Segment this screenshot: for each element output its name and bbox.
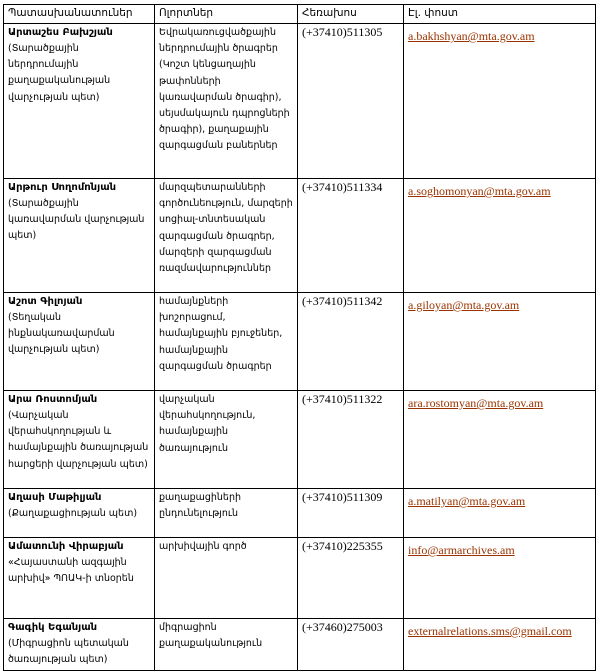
table-row	[4, 391, 596, 489]
contacts-table	[3, 4, 596, 671]
responsible-cell	[4, 489, 155, 538]
phone-number: (+37410)511334	[302, 180, 383, 194]
phone-number: (+37410)225355	[302, 539, 383, 553]
duties-cell	[155, 293, 298, 391]
duties-cell	[155, 489, 298, 538]
responsible-cell	[4, 24, 155, 179]
table-row	[4, 538, 596, 619]
email-link[interactable]: a.matilyan@mta.gov.am	[408, 494, 526, 508]
responsible-cell	[4, 179, 155, 293]
header-email: Էլ. փոստ	[404, 5, 596, 24]
phone-number: (+37410)511309	[302, 490, 383, 504]
table-row	[4, 179, 596, 293]
duties-cell	[155, 538, 298, 619]
header-directions: Ոլորտներ	[155, 5, 298, 24]
phone-number: (+37410)511305	[302, 25, 383, 39]
person-position: (Տեղական ինքնակառավարման վարչության պետ)	[8, 312, 115, 356]
header-responsible: Պատասխանատուներ	[4, 5, 155, 24]
table-header-row	[4, 5, 596, 24]
person-name: Արթուր Սողոմոնյան	[8, 182, 117, 193]
person-name: Աշոտ Գիլոյան	[8, 296, 83, 307]
table-row	[4, 293, 596, 391]
duties-cell	[155, 391, 298, 489]
person-position: (Քաղաքացիության պետ)	[8, 508, 138, 519]
email-cell	[404, 538, 596, 619]
table-row	[4, 619, 596, 671]
phone-cell	[298, 619, 404, 671]
person-position: (Վարչական վերահսկողության և համայնքային ծառայության հարցերի վարչության պետ)	[8, 410, 149, 470]
header-phone: Հեռախոս	[298, 5, 404, 24]
duties-cell	[155, 24, 298, 179]
email-link[interactable]: a.giloyan@mta.gov.am	[408, 298, 520, 312]
duties-cell	[155, 179, 298, 293]
email-cell	[404, 391, 596, 489]
duties-cell	[155, 619, 298, 671]
phone-cell	[298, 538, 404, 619]
person-name: Արա Ռոստոմյան	[8, 394, 98, 405]
phone-cell	[298, 179, 404, 293]
phone-cell	[298, 24, 404, 179]
email-link[interactable]: a.soghomonyan@mta.gov.am	[408, 184, 551, 198]
duties-text: Եվրակառուցվածքային ներդրումային ծրագրեր (Կոշտ կենցաղային թափոնների կառավարման ծրագիր), սեյսմակայուն դպրոցների ծրագիր), քաղաքային զարգացման բաներներ	[159, 27, 290, 152]
duties-text: արխիվային գործ	[159, 541, 247, 552]
responsible-cell	[4, 619, 155, 671]
person-position: «Հայաստանի ազգային արխիվ» ՊՈԱԿ-ի տնօրեն	[8, 557, 134, 585]
person-name: Գագիկ Եգանյան	[8, 622, 98, 633]
email-link[interactable]: ara.rostomyan@mta.gov.am	[408, 396, 544, 410]
table-row	[4, 24, 596, 179]
phone-cell	[298, 293, 404, 391]
person-name: Ամատունի Վիրաբյան	[8, 541, 124, 552]
responsible-cell	[4, 391, 155, 489]
phone-number: (+37410)511342	[302, 294, 383, 308]
duties-text: քաղաքացիների ընդունելություն	[159, 492, 241, 520]
duties-text: միգրացիոն քաղաքականություն	[159, 622, 263, 650]
person-name: Արտաշես Բախշյան	[8, 27, 113, 38]
table-row	[4, 489, 596, 538]
responsible-cell	[4, 293, 155, 391]
duties-text: մարզպետարանների գործունեություն, մարզերի սոցիալ-տնտեսական զարգացման ծրագրեր, մարզերի զարգացման ռազմավարություններ	[159, 182, 293, 275]
email-cell	[404, 489, 596, 538]
person-position: (Տարածքային ներդրումային քաղաքականության վարչության պետ)	[8, 43, 111, 103]
duties-text: համայնքների խոշորացում, համայնքային բյուջեներ, համայնքային զարգացման ծրագրեր	[159, 296, 283, 372]
phone-cell	[298, 489, 404, 538]
person-position: (Տարածքային կառավարման վարչության պետ)	[8, 198, 145, 242]
email-cell	[404, 293, 596, 391]
email-cell	[404, 619, 596, 671]
responsible-cell	[4, 538, 155, 619]
email-link[interactable]: externalrelations.sms@gmail.com	[408, 624, 572, 638]
email-link[interactable]: a.bakhshyan@mta.gov.am	[408, 29, 535, 43]
phone-number: (+37460)275003	[302, 620, 383, 634]
person-name: Աղասի Մաթիլյան	[8, 492, 102, 503]
email-link[interactable]: info@armarchives.am	[408, 543, 515, 557]
phone-number: (+37410)511322	[302, 392, 383, 406]
duties-text: վարչական վերահսկողություն, համայնքային ծառայություն	[159, 394, 256, 454]
email-cell	[404, 179, 596, 293]
email-cell	[404, 24, 596, 179]
phone-cell	[298, 391, 404, 489]
person-position: (Միգրացիոն պետական ծառայության պետ)	[8, 638, 129, 666]
